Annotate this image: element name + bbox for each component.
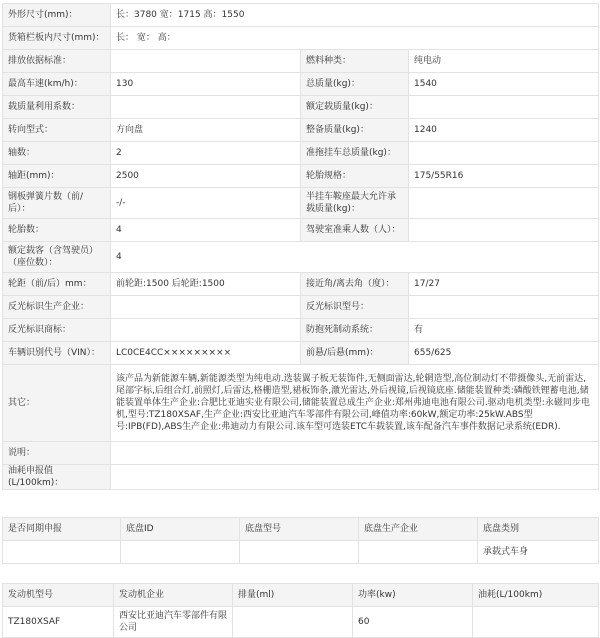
- engine-cell: [233, 607, 353, 638]
- spec-value: 175/55R16: [409, 165, 599, 188]
- spec-label: 外形尺寸(mm)：: [3, 4, 111, 27]
- spec-value: [111, 50, 301, 73]
- spec-value: 长： 宽： 高：: [111, 27, 599, 50]
- spec-value: [409, 188, 599, 219]
- spec-label: 车辆识别代号（VIN）：: [3, 342, 111, 365]
- spec-value: LC0CE4CC×××××××××: [111, 342, 301, 365]
- spec-value: 长：3780 宽：1715 高：1550: [111, 4, 599, 27]
- chassis-header-cell: 底盘类别: [478, 518, 599, 541]
- spec-label: 燃料种类：: [301, 50, 409, 73]
- spec-label: 货箱栏板内尺寸(mm)：: [3, 27, 111, 50]
- engine-header-cell: 油耗(L/100km): [473, 584, 599, 607]
- spec-row: [3, 165, 599, 188]
- engine-header-cell: 功率(kw): [353, 584, 473, 607]
- spec-row: [3, 96, 599, 119]
- engine-header-cell: 发动机企业: [114, 584, 233, 607]
- spec-label: 总质量(kg)：: [301, 73, 409, 96]
- chassis-cell: [121, 541, 240, 564]
- spec-label: 驾驶室准乘人数（人）：: [301, 219, 409, 242]
- engine-table: [2, 583, 599, 638]
- engine-header-cell: 发动机型号: [3, 584, 114, 607]
- spec-label: 准拖挂车总质量(kg)：: [301, 142, 409, 165]
- spec-row: [3, 4, 599, 27]
- spec-value: 有: [409, 319, 599, 342]
- spec-value: 前轮距:1500 后轮距:1500: [111, 273, 301, 296]
- spec-label: 轮胎数：: [3, 219, 111, 242]
- spec-row: [3, 188, 599, 219]
- notes-row: [3, 442, 599, 465]
- spec-label: 转向型式：: [3, 119, 111, 142]
- spec-value: [409, 219, 599, 242]
- spec-row: [3, 50, 599, 73]
- spec-value: 1240: [409, 119, 599, 142]
- spec-value: 2500: [111, 165, 301, 188]
- other-remarks-row: [3, 365, 599, 442]
- spec-label: 额定载质量(kg)：: [301, 96, 409, 119]
- chassis-cell: [3, 541, 121, 564]
- spec-value: 17/27: [409, 273, 599, 296]
- notes-value: [111, 442, 599, 465]
- chassis-cell: 承载式车身: [478, 541, 599, 564]
- engine-header-row: [3, 584, 599, 607]
- spec-label: 额定载客（含驾驶员）（座位数）：: [3, 242, 111, 273]
- engine-cell: 西安比亚迪汽车零部件有限公司: [114, 607, 233, 638]
- spec-value: 2: [111, 142, 301, 165]
- spec-label: 防抱死制动系统：: [301, 319, 409, 342]
- spec-value: 4: [111, 219, 301, 242]
- spec-label: 接近角/离去角（度）：: [301, 273, 409, 296]
- spec-label: 最高车速(km/h)：: [3, 73, 111, 96]
- chassis-cell: [240, 541, 359, 564]
- engine-cell: [473, 607, 599, 638]
- spec-label: 前悬/后悬(mm)：: [301, 342, 409, 365]
- other-remarks-value: 该产品为新能源车辆,新能源类型为纯电动.选装翼子板无装饰件,无侧面雷达,轮辋造型,高位制动灯不带摄像头,无前雷达,尾部字标,后组合灯,前照灯,后雷达,格栅造型,裙板饰条,激光雷达,外后视镜,后视镜底座.储能装置种类:磷酸铁锂蓄电池,储能装置单体生产企业:合肥比亚迪实业有限公司,储能装置总成生产企业:郑州弗迪电池有限公司.驱动电机类型:永磁同步电机,型号:TZ180XSAF,生产企业:西安比亚迪汽车零部件有限公司,峰值功率:60kW,额定功率:25kW.ABS型号:IPB(FD),ABS生产企业:弗迪动力有限公司.该车型可选装ETC车载装置,该车配备汽车事件数据记录系统(EDR).: [111, 365, 599, 442]
- spec-value: 纯电动: [409, 50, 599, 73]
- chassis-cell: [359, 541, 478, 564]
- fuel-consumption-value: [111, 465, 599, 490]
- spec-value: [111, 96, 301, 119]
- spec-value: [409, 142, 599, 165]
- fuel-consumption-label: 油耗申报值(L/100km)：: [3, 465, 111, 490]
- spec-value: 4: [111, 242, 599, 273]
- spec-row: [3, 73, 599, 96]
- spec-row: [3, 119, 599, 142]
- spec-label: 反光标识生产企业：: [3, 296, 111, 319]
- chassis-table: [2, 517, 599, 564]
- spec-row: [3, 219, 599, 242]
- spec-label: 钢板弹簧片数（前/后）：: [3, 188, 111, 219]
- spec-label: 轮胎规格：: [301, 165, 409, 188]
- spec-value: -/-: [111, 188, 301, 219]
- chassis-header-cell: 底盘ID: [121, 518, 240, 541]
- spec-value: 130: [111, 73, 301, 96]
- chassis-header-cell: 底盘型号: [240, 518, 359, 541]
- spec-row: [3, 273, 599, 296]
- spec-label: 反光标识商标：: [3, 319, 111, 342]
- notes-label: 说明：: [3, 442, 111, 465]
- spec-label: 轮距（前/后）mm：: [3, 273, 111, 296]
- spec-label: 轴距(mm)：: [3, 165, 111, 188]
- chassis-data-row: [3, 541, 599, 564]
- spec-row: [3, 342, 599, 365]
- engine-cell: TZ180XSAF: [3, 607, 114, 638]
- chassis-header-row: [3, 518, 599, 541]
- spec-value: 1540: [409, 73, 599, 96]
- chassis-header-cell: 底盘生产企业: [359, 518, 478, 541]
- chassis-header-cell: 是否同期申报: [3, 518, 121, 541]
- spec-row: [3, 319, 599, 342]
- spec-label: 载质量利用系数：: [3, 96, 111, 119]
- spec-value: 方向盘: [111, 119, 301, 142]
- engine-cell: 60: [353, 607, 473, 638]
- spec-label: 整备质量(kg)：: [301, 119, 409, 142]
- spec-label: 半挂车鞍座最大允许承载质量(kg)：: [301, 188, 409, 219]
- other-remarks-label: 其它：: [3, 365, 111, 442]
- spec-label: 反光标识型号：: [301, 296, 409, 319]
- fuel-consumption-row: [3, 465, 599, 490]
- spec-row: [3, 142, 599, 165]
- spec-value: [409, 296, 599, 319]
- spec-row: [3, 296, 599, 319]
- spec-table: [2, 3, 599, 490]
- spec-label: 轴数：: [3, 142, 111, 165]
- spec-row: [3, 242, 599, 273]
- spec-value: 655/625: [409, 342, 599, 365]
- spec-table-body: [3, 4, 599, 490]
- spec-value: [409, 96, 599, 119]
- engine-header-cell: 排量(ml): [233, 584, 353, 607]
- spec-row: [3, 27, 599, 50]
- engine-data-row: [3, 607, 599, 638]
- spec-label: 排放依据标准：: [3, 50, 111, 73]
- spec-value: [111, 319, 301, 342]
- spec-value: [111, 296, 301, 319]
